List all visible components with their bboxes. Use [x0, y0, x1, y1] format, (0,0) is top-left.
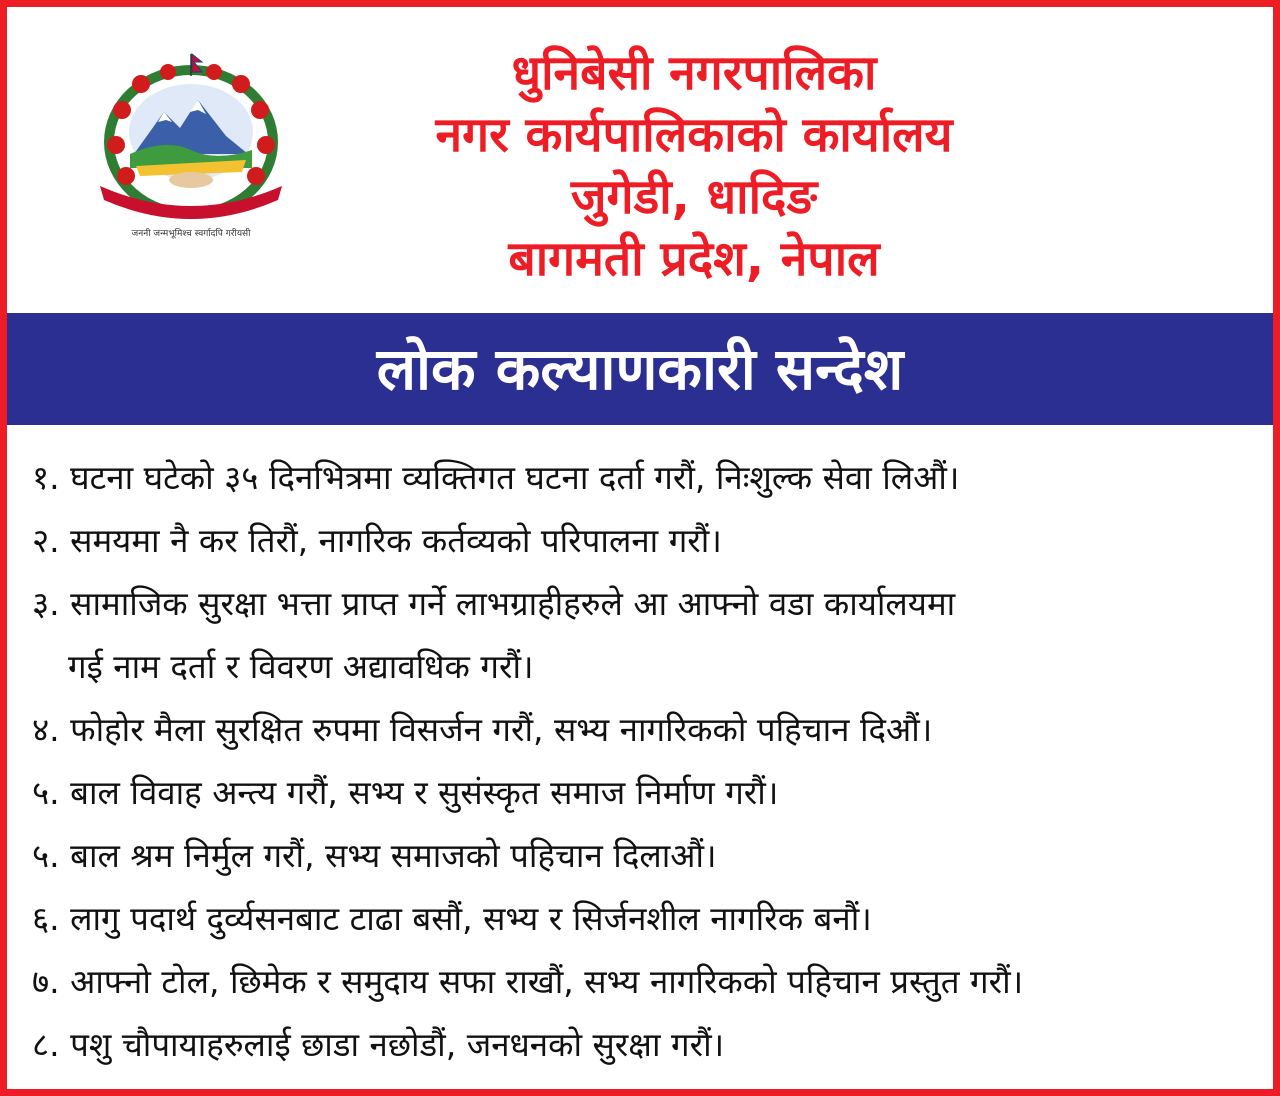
list-item: ४. फोहोर मैला सुरक्षित रुपमा विसर्जन गरौं, सभ्य नागरिकको पहिचान दिऔं। [32, 710, 933, 749]
office-location: जुगेडी, धादिङ [570, 169, 818, 225]
list-item: १. घटना घटेको ३५ दिनभित्रमा व्यक्तिगत घटना दर्ता गरौं, निःशुल्क सेवा लिऔं। [32, 458, 960, 497]
municipality-name: धुनिबेसी नगरपालिका [511, 45, 877, 101]
banner-title: लोक कल्याणकारी सन्देश [376, 335, 904, 403]
list-item: ५. बाल विवाह अन्त्य गरौं, सभ्य र सुसंस्कृत समाज निर्माण गरौं। [32, 773, 779, 812]
list-item: ८. पशु चौपायाहरुलाई छाडा नछोडौं, जनधनको सुरक्षा गरौं। [32, 1025, 725, 1064]
list-item: ६. लागु पदार्थ दुर्व्यसनबाट टाढा बसौं, सभ्य र सिर्जनशील नागरिक बनौं। [32, 899, 872, 938]
message-list [32, 446, 1262, 1076]
emblem-motto: जननी जन्मभूमिश्च स्वर्गादपि गरीयसी [131, 229, 251, 239]
list-item: ५. बाल श्रम निर्मुल गरौं, सभ्य समाजको पहिचान दिलाऔं। [32, 836, 717, 875]
office-title [264, 42, 1124, 290]
list-item: २. समयमा नै कर तिरौं, नागरिक कर्तव्यको परिपालना गरौं। [32, 521, 722, 560]
list-item: ३. सामाजिक सुरक्षा भत्ता प्राप्त गर्ने लाभग्राहीहरुले आ आफ्नो वडा कार्यालयमा [32, 584, 956, 623]
message-banner [7, 313, 1273, 425]
office-name: नगर कार्यपालिकाको कार्यालय [435, 107, 953, 163]
province-country: बागमती प्रदेश, नेपाल [508, 231, 880, 287]
list-item-continuation: गई नाम दर्ता र विवरण अद्यावधिक गरौं। [68, 647, 534, 686]
header [14, 14, 1280, 318]
list-item: ७. आफ्नो टोल, छिमेक र समुदाय सफा राखौं, सभ्य नागरिकको पहिचान प्रस्तुत गरौं। [32, 962, 1024, 1001]
